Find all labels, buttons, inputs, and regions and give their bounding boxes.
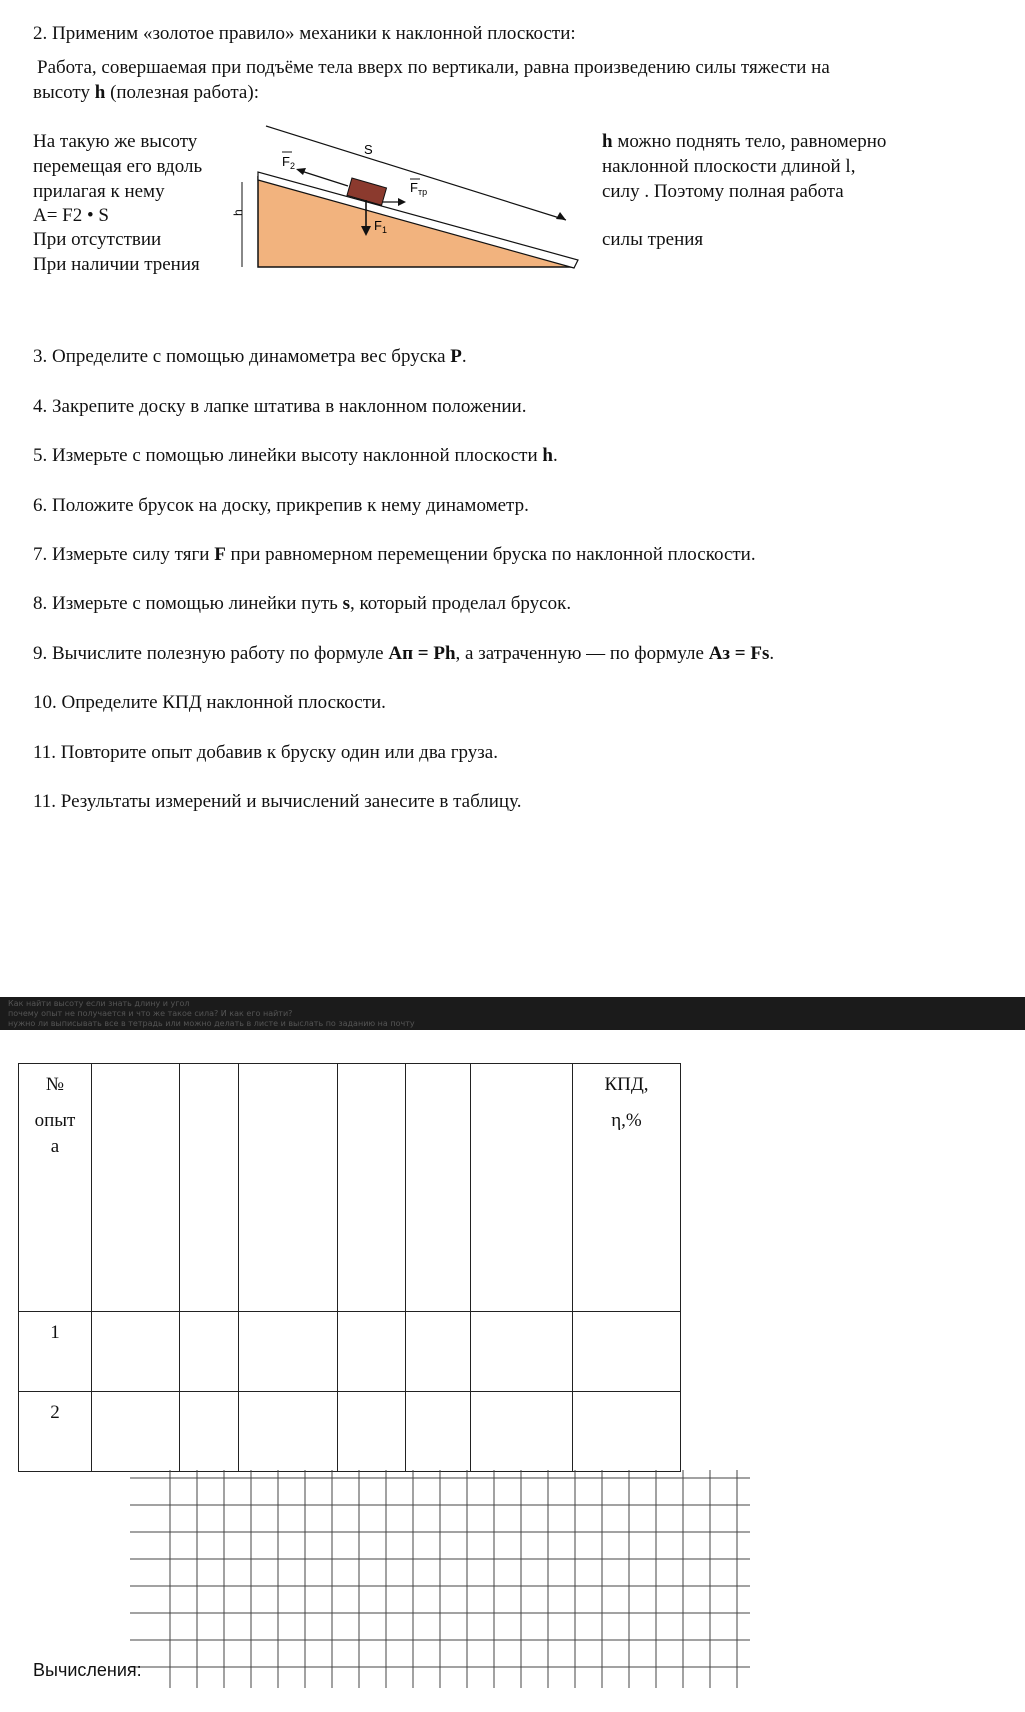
- label-s: S: [364, 142, 373, 157]
- table-cell[interactable]: [338, 1392, 406, 1472]
- left-text-1: На такую же высоту: [33, 131, 198, 152]
- section-heading: 2. Применим «золотое правило» механики к наклонной плоскости:: [33, 23, 576, 44]
- left-text-6: При наличии трения: [33, 254, 200, 275]
- table-cell[interactable]: [406, 1392, 471, 1472]
- band-text-2: почему опыт не получается и что же такое сила? И как его найти?: [8, 1009, 293, 1018]
- table-cell[interactable]: [338, 1064, 406, 1312]
- table-row: [19, 1312, 681, 1392]
- paragraph-line-2: [33, 81, 259, 105]
- left-text-3: прилагая к нему: [33, 181, 165, 202]
- left-text-5: При отсутствии: [33, 229, 162, 250]
- table-cell[interactable]: [406, 1064, 471, 1312]
- step-11a: 11. Повторите опыт добавив к бруску один или два груза.: [33, 742, 498, 763]
- calculations-label: Вычисления:: [33, 1660, 142, 1680]
- right-text-4: силы трения: [602, 229, 704, 250]
- paragraph-text: высоту: [33, 82, 95, 103]
- table-cell[interactable]: [471, 1064, 573, 1312]
- table-cell[interactable]: [573, 1312, 681, 1392]
- table-cell[interactable]: [239, 1392, 338, 1472]
- paragraph-text: (полезная работа):: [105, 82, 259, 103]
- step-10: 10. Определите КПД наклонной плоскости.: [33, 692, 386, 713]
- table-cell[interactable]: [92, 1312, 180, 1392]
- table-cell[interactable]: [180, 1064, 239, 1312]
- table-cell[interactable]: [471, 1312, 573, 1392]
- header-efficiency: КПД, η,%: [573, 1064, 681, 1312]
- left-text-2: перемещая его вдоль: [33, 156, 203, 177]
- step-3: 3. Определите с помощью динамометра вес бруска P.: [33, 346, 467, 367]
- force-ftr-head: [398, 198, 406, 206]
- step-11b: 11. Результаты измерений и вычислений занесите в таблицу.: [33, 791, 522, 812]
- label-h: h: [231, 209, 245, 216]
- step-6: 6. Положите брусок на доску, прикрепив к нему динамометр.: [33, 495, 529, 516]
- step-8: 8. Измерьте с помощью линейки путь s, который проделал брусок.: [33, 593, 572, 614]
- force-f2-arrow: [298, 170, 348, 186]
- right-text: можно поднять тело, равномерно: [612, 131, 887, 152]
- band-text-3: нужно ли выписывать все в тетрадь или можно делать в листе и выслать по заданию на почту: [8, 1019, 415, 1028]
- force-f2-head: [296, 168, 306, 175]
- label-f1: $F_1$: [374, 218, 387, 235]
- results-table: [18, 1063, 681, 1472]
- inclined-plane-diagram: [231, 122, 586, 272]
- table-header-row: [19, 1064, 681, 1312]
- overlay-band: [0, 997, 1025, 1030]
- table-row: [19, 1392, 681, 1472]
- header-number: № опыт а: [19, 1064, 92, 1312]
- table-cell[interactable]: [239, 1312, 338, 1392]
- table-cell[interactable]: [239, 1064, 338, 1312]
- right-text-2: наклонной плоскости длиной l,: [602, 156, 856, 177]
- table-cell[interactable]: [180, 1312, 239, 1392]
- table-cell[interactable]: [406, 1312, 471, 1392]
- height-symbol: h: [94, 82, 106, 103]
- label-ftr: $F_{тр}$: [410, 180, 428, 197]
- table-cell[interactable]: [92, 1392, 180, 1472]
- paragraph-line-1: Работа, совершаемая при подъёме тела вверх по вертикали, равна произведению силы тяжести на: [37, 57, 830, 78]
- table-cell[interactable]: [92, 1064, 180, 1312]
- table-cell[interactable]: [180, 1392, 239, 1472]
- row-number: 2: [19, 1392, 92, 1472]
- right-text-3: силу . Поэтому полная работа: [602, 181, 844, 202]
- grid-paper: [130, 1470, 755, 1688]
- height-symbol: h: [602, 131, 613, 152]
- table-cell[interactable]: [573, 1392, 681, 1472]
- label-f2: $F_2$: [282, 154, 295, 171]
- table-cell[interactable]: [338, 1312, 406, 1392]
- step-5: 5. Измерьте с помощью линейки высоту наклонной плоскости h.: [33, 445, 558, 466]
- work-formula: A= F2 • S: [33, 205, 109, 226]
- row-number: 1: [19, 1312, 92, 1392]
- length-arrow-head: [556, 212, 566, 220]
- step-9: 9. Вычислите полезную работу по формуле Aп = Ph, а затраченную — по формуле Aз = Fs.: [33, 643, 775, 664]
- step-4: 4. Закрепите доску в лапке штатива в наклонном положении.: [33, 396, 527, 417]
- table-cell[interactable]: [471, 1392, 573, 1472]
- step-7: 7. Измерьте силу тяги F при равномерном перемещении бруска по наклонной плоскости.: [33, 544, 756, 565]
- right-text-1: [602, 130, 886, 154]
- band-text-1: Как найти высоту если знать длину и угол: [8, 999, 190, 1008]
